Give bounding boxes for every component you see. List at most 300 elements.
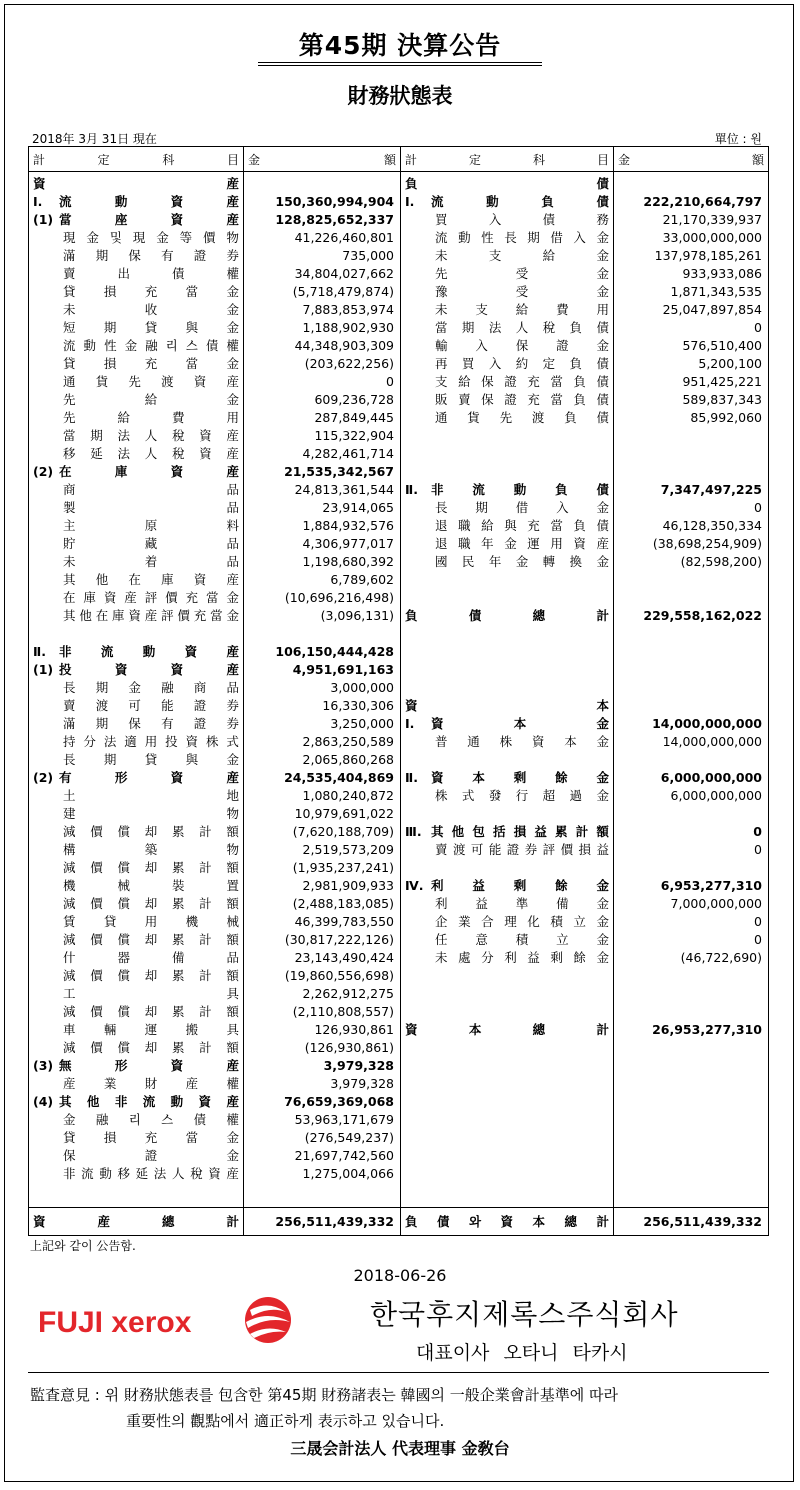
label-char: 延 [90,446,103,461]
amount-value: 14,000,000,000 [662,734,762,749]
label-char: 式 [226,734,239,749]
label-char: 金 [226,608,239,623]
liability-row [29,607,770,625]
label-char: 商 [63,482,76,497]
label-char: 却 [144,824,158,839]
label-char: 損 [513,824,527,839]
label-char: 投 [59,662,72,677]
account-label [431,877,609,895]
label-char: 剩 [550,950,563,965]
liability-row [29,985,770,1003]
header-amount-left [244,149,400,169]
label-char: 當 [550,392,563,407]
label-char: 産 [97,1214,110,1229]
account-label [435,265,609,283]
label-char: 貸 [144,752,158,767]
amount-value: 589,837,343 [682,392,762,407]
label-char: 償 [117,860,130,875]
label-char: 計 [199,860,212,875]
label-char: 務 [596,212,609,227]
label-char: 計 [226,1214,239,1229]
label-char: 稅 [190,1166,203,1181]
amount-value: (2,488,183,085) [292,896,394,911]
label-char: 機 [185,914,199,929]
label-char: 賣 [63,698,76,713]
label-char: 化 [527,914,540,929]
label-char: 運 [527,536,540,551]
account-label [435,211,609,229]
label-char: 積 [515,932,529,947]
amount-value: 2,519,573,209 [302,842,394,857]
representative-name: 대표이사 오타니 타카시 [416,1342,628,1364]
label-char: 産 [63,1076,76,1091]
label-char: 總 [564,1214,577,1229]
liability-row [29,679,770,697]
label-char: 金 [596,932,609,947]
label-char: 損 [578,842,592,857]
label-char: 動 [142,644,156,659]
label-char: 資 [170,662,184,677]
amount-value: (276,549,237) [304,1130,394,1145]
label-char: 賣 [435,842,448,857]
label-char: 減 [63,896,76,911]
label-char: 金 [596,500,609,515]
label-char: 移 [63,446,76,461]
label-char: 渡 [95,698,109,713]
label-char: 貯 [63,536,76,551]
label-char: 法 [488,320,502,335]
label-char: 當 [550,374,563,389]
label-char: 計 [199,968,212,983]
label-char: 買 [461,356,475,371]
label-char: 動 [458,230,471,245]
amount-value: 21,697,742,560 [294,1148,394,1163]
amount-value: 5,200,100 [698,356,762,371]
amount-value: 46,128,350,334 [662,518,762,533]
label-char: 累 [171,824,185,839]
label-char: 計 [199,932,212,947]
amount-value: 6,000,000,000 [670,788,762,803]
label-char: 産 [596,536,609,551]
label-char: 總 [532,1022,546,1037]
label-char: 買 [435,212,448,227]
label-char: 當 [185,1130,199,1145]
label-char: 益 [596,842,609,857]
label-char: 積 [550,914,563,929]
label-char: 料 [226,518,239,533]
label-char: 資 [33,1214,46,1229]
label-char: 短 [63,320,76,335]
label-char: 計 [596,608,609,623]
label-char: 品 [226,500,239,515]
label-char: 支 [435,374,448,389]
label-char: 負 [405,176,418,191]
label-char: 約 [515,356,529,371]
header-char: 額 [383,152,396,167]
label-char: 現 [132,230,146,245]
label-char: 先 [63,392,76,407]
label-char: 債 [596,392,609,407]
label-char: 賣 [458,392,471,407]
label-char: 本 [513,716,527,731]
amount-value: 41,226,460,801 [294,230,394,245]
label-char: 年 [481,536,494,551]
label-char: 普 [435,734,448,749]
label-char: 輸 [435,338,448,353]
amount-value: 115,322,904 [314,428,394,443]
section-number: Ⅱ. [33,644,46,659]
amount-value: 0 [386,374,394,389]
label-char: 權 [226,338,239,353]
label-char: 價 [165,590,178,605]
label-char: 先 [435,266,448,281]
label-char: 借 [550,230,563,245]
label-char: 利 [435,896,448,911]
label-char: 輛 [103,1022,117,1037]
amount-value: 229,558,162,022 [643,608,762,623]
label-char: 長 [63,680,76,695]
account-label [435,283,609,301]
label-char: 過 [569,788,583,803]
balance-sheet-table [28,146,769,1236]
label-char: 品 [226,482,239,497]
label-char: 貨 [467,410,480,425]
label-char: 債 [596,176,609,191]
label-char: 滿 [63,248,76,263]
label-char: 金 [226,302,239,317]
label-char: 延 [135,1166,149,1181]
header-char: 計 [33,152,46,167]
label-char: 額 [226,860,239,875]
amount-value: 23,914,065 [322,500,394,515]
amount-value: 23,143,490,424 [294,950,394,965]
label-char: 流 [435,230,448,245]
liability-row [29,517,770,535]
label-char: 年 [488,554,502,569]
label-char: 滿 [63,716,76,731]
label-char: 株 [499,734,513,749]
amount-value: 16,330,306 [322,698,394,713]
header-char: 金 [618,152,631,167]
label-char: 産 [226,770,239,785]
label-char: 企 [435,914,448,929]
label-char: 賣 [63,266,76,281]
label-char: 械 [117,878,130,893]
label-char: 未 [435,950,448,965]
label-char: 能 [488,842,502,857]
label-char: 分 [481,950,494,965]
label-char: 價 [203,230,216,245]
label-char: 證 [556,338,569,353]
amount-value: 933,933,086 [682,266,762,281]
sphere-icon [245,1297,291,1343]
section-number: Ⅰ. [405,194,415,209]
label-char: 産 [226,176,239,191]
label-char: 資 [208,1166,221,1181]
label-char: 産 [226,212,239,227]
amount-value: (10,696,216,498) [284,590,394,605]
label-char: 動 [170,1094,184,1109]
label-char: 金 [596,248,609,263]
label-char: 評 [144,590,158,605]
label-char: 資 [405,1022,418,1037]
label-char: 償 [117,824,130,839]
liability-row [29,1021,770,1039]
label-char: 給 [458,374,471,389]
account-label [405,607,609,625]
liability-row [29,211,770,229]
audit-opinion-line-2: 重要性의 觀點에서 適正하게 表示하고 있습니다. [126,1412,445,1430]
label-char: 資 [531,734,545,749]
label-char: 給 [144,392,158,407]
label-char: 價 [90,860,103,875]
label-char: 資 [103,590,117,605]
label-char: 支 [488,248,502,263]
label-char: 國 [435,554,448,569]
liability-row [29,499,770,517]
asset-row [29,1129,770,1147]
label-char: 産 [226,464,239,479]
liability-row [29,301,770,319]
label-char: 用 [550,536,563,551]
asset-row [29,1057,770,1075]
amount-value: 26,953,277,310 [652,1022,762,1037]
amount-value: (5,718,479,874) [292,284,394,299]
label-char: 剩 [513,878,527,893]
label-char: 費 [556,302,569,317]
label-char: 權 [226,266,239,281]
label-char: 資 [185,734,199,749]
label-char: 當 [185,356,199,371]
label-char: 用 [596,302,609,317]
section-number: (2) [33,770,54,785]
logo-text: FUJI xerox [38,1306,192,1339]
liability-row [29,463,770,481]
label-char: 價 [90,1040,103,1055]
liability-row [29,931,770,949]
label-char: 益 [534,824,547,839]
label-char: 스 [161,1112,174,1127]
amount-value: 4,951,691,163 [292,662,394,677]
amount-value: (203,622,256) [304,356,394,371]
label-char: 産 [144,608,158,623]
label-char: 債 [171,266,185,281]
label-char: 分 [83,734,96,749]
label-char: 當 [185,284,199,299]
label-char: 長 [435,500,448,515]
label-char: 金 [596,914,609,929]
amount-value: 287,849,445 [314,410,394,425]
label-char: 證 [144,1148,158,1163]
label-char: 産 [226,662,239,677]
label-char: 利 [431,878,444,893]
account-label [435,841,609,859]
label-char: 産 [226,644,239,659]
label-char: 券 [226,716,239,731]
label-char: 長 [63,752,76,767]
section-number: (1) [33,212,54,227]
liability-row [29,535,770,553]
label-char: 期 [461,320,475,335]
grand-total-row [29,1213,770,1231]
label-char: 意 [475,932,488,947]
label-char: 額 [226,968,239,983]
liability-row [29,877,770,895]
label-char: 民 [461,554,475,569]
label-char: 却 [144,860,158,875]
label-char: 償 [117,932,130,947]
label-char: 先 [128,374,141,389]
label-char: 期 [475,500,488,515]
amount-value: 0 [754,500,762,515]
label-char: 地 [226,788,239,803]
title-underline [258,62,542,63]
label-char: 資 [198,1094,212,1109]
label-char: 貸 [63,1130,76,1145]
label-char: 減 [63,824,76,839]
label-char: 投 [165,734,178,749]
label-char: 評 [161,608,174,623]
label-char: 負 [573,392,586,407]
amount-value: (19,860,556,698) [284,968,394,983]
label-char: 償 [117,1004,130,1019]
label-char: 充 [527,374,540,389]
label-char: 金 [596,716,609,731]
label-char: 庫 [83,590,96,605]
total-divider [29,1207,768,1208]
liability-row [29,319,770,337]
label-char: 計 [199,1004,212,1019]
amount-value: 34,804,027,662 [294,266,394,281]
amount-value: 44,348,903,309 [294,338,394,353]
label-char: 財 [144,1076,158,1091]
asset-row [29,1165,770,1183]
label-char: 期 [90,428,103,443]
amount-value: 951,425,221 [682,374,762,389]
label-char: 負 [573,374,586,389]
label-char: 他 [86,1094,100,1109]
assets-total-label [33,1213,239,1231]
label-char: 人 [515,320,529,335]
label-char: 債 [542,212,556,227]
label-char: 法 [103,734,117,749]
label-char: 金 [596,770,609,785]
liability-row [29,373,770,391]
amount-value: 137,978,185,261 [654,248,762,263]
label-char: 金 [596,284,609,299]
section-number: Ⅳ. [405,878,424,893]
account-label [431,715,609,733]
account-label [435,319,609,337]
amount-value: (82,598,200) [680,554,762,569]
label-char: 期 [95,716,109,731]
label-char: 通 [63,374,76,389]
label-char: 築 [144,842,158,857]
label-char: 와 [468,1214,482,1229]
label-char: 備 [171,950,185,965]
label-char: 價 [90,932,103,947]
liab-equity-total-amount: 256,511,439,332 [643,1214,762,1229]
liability-row [29,391,770,409]
label-char: 産 [226,1166,239,1181]
auditor-name: 三晟会計法人 代表理事 金敎台 [290,1439,510,1458]
liability-row [29,733,770,751]
label-char: 通 [467,734,480,749]
label-char: 支 [475,302,488,317]
label-char: 械 [226,914,239,929]
label-char: 價 [90,824,103,839]
label-char: 累 [171,1040,185,1055]
amount-value: 126,930,861 [314,1022,394,1037]
label-char: 剩 [513,770,527,785]
account-label [431,769,609,787]
label-char: 其 [59,1094,72,1109]
label-char: 超 [542,788,556,803]
section-number: Ⅰ. [405,716,415,731]
amount-value: 6,953,277,310 [660,878,762,893]
liability-row [29,751,770,769]
header-char: 計 [405,152,418,167]
label-char: 却 [144,968,158,983]
label-char: 株 [435,788,448,803]
account-label [435,373,609,391]
amount-value: 6,000,000,000 [660,770,762,785]
label-char: 任 [435,932,448,947]
amount-value: 6,789,602 [330,572,394,587]
amount-value: 33,000,000,000 [662,230,762,245]
label-char: 負 [573,518,586,533]
label-char: 減 [63,860,76,875]
section-number: Ⅱ. [405,770,418,785]
label-char: 貨 [95,374,109,389]
label-char: 債 [193,1112,207,1127]
label-char: 價 [90,968,103,983]
label-char: 主 [63,518,76,533]
label-char: 額 [226,824,239,839]
unit-label: 單位 : 원 [714,132,762,146]
label-char: 債 [596,518,609,533]
liability-row [29,949,770,967]
label-char: 評 [542,842,556,857]
label-char: 入 [573,230,586,245]
label-char: 受 [515,266,529,281]
label-char: 性 [481,230,494,245]
label-char: 資 [170,1058,184,1073]
liability-row [29,229,770,247]
account-label [63,1111,239,1129]
label-char: 充 [144,284,158,299]
label-char: 債 [205,338,219,353]
amount-value: 128,825,652,337 [275,212,394,227]
liability-row [29,571,770,589]
label-char: 貸 [144,320,158,335]
label-char: 出 [117,266,130,281]
label-char: 益 [527,950,540,965]
amount-value: 7,000,000,000 [670,896,762,911]
header-account-left [29,149,243,169]
liability-row [29,823,770,841]
label-char: 可 [128,698,141,713]
liability-row [29,715,770,733]
label-char: 券 [226,248,239,263]
label-char: 産 [226,572,239,587]
section-number: Ⅱ. [405,482,418,497]
label-char: 括 [493,824,506,839]
liability-row [29,895,770,913]
amount-value: 1,080,240,872 [302,788,394,803]
amount-value: 46,399,783,550 [294,914,394,929]
account-label [435,931,609,949]
